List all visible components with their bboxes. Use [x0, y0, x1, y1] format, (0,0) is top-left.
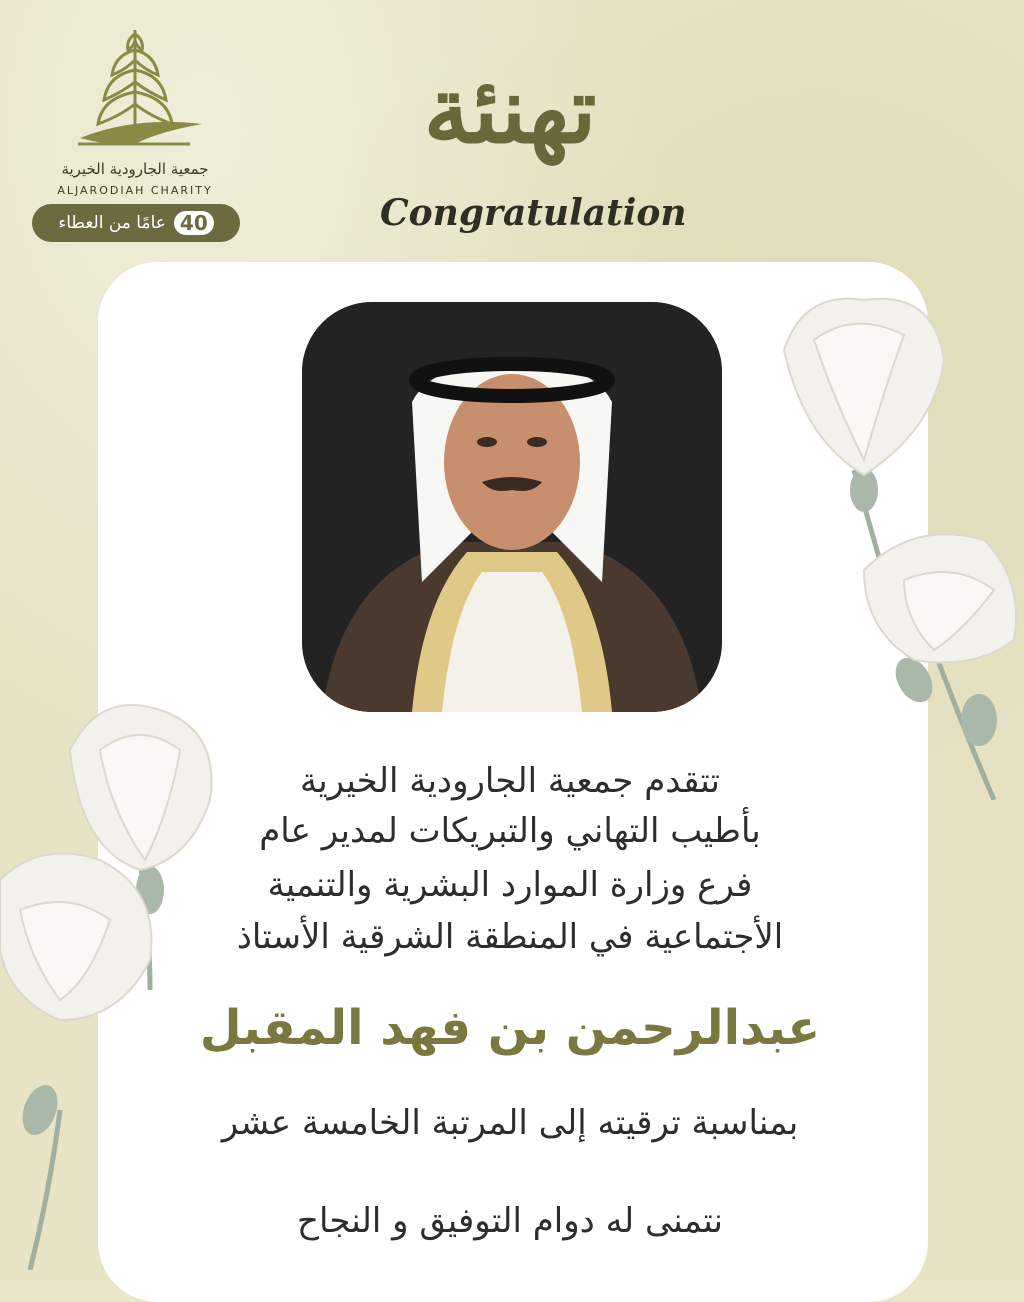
message-line-1: تتقدم جمعية الجارودية الخيرية — [299, 761, 721, 801]
occasion-line: بمناسبة ترقيته إلى المرتبة الخامسة عشر — [221, 1103, 799, 1143]
portrait-photo — [302, 302, 722, 712]
years-badge — [32, 204, 240, 242]
title-english: Congratulation — [380, 192, 687, 234]
honoree-name: عبدالرحمن بن فهد المقبل — [199, 1000, 821, 1056]
years-number: 40 — [174, 211, 214, 235]
message-line-3: فرع وزارة الموارد البشرية والتنمية — [267, 865, 753, 905]
message-line-2: بأطيب التهاني والتبريكات لمدير عام — [259, 811, 761, 851]
wish-line: نتمنى له دوام التوفيق و النجاح — [297, 1201, 723, 1241]
years-text: عامًا من العطاء — [58, 213, 166, 233]
message-line-4: الأجتماعية في المنطقة الشرقية الأستاذ — [236, 917, 784, 957]
portrait-figure — [302, 302, 722, 712]
title-arabic: تهنئة — [423, 56, 597, 164]
logo-name-arabic: جمعية الجارودية الخيرية — [61, 160, 209, 178]
logo-name-english: ALJARODIAH CHARITY — [57, 184, 213, 197]
wheat-logo-icon — [30, 20, 240, 160]
charity-logo — [30, 20, 250, 250]
flower-decoration-right — [764, 280, 1024, 800]
